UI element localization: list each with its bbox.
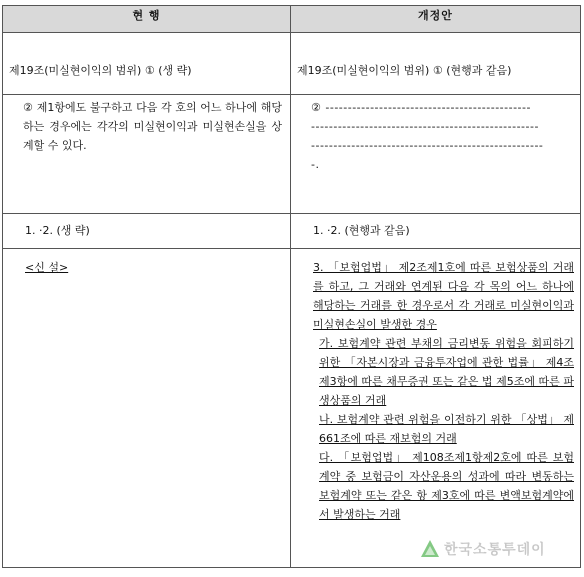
item-3-revised — [291, 249, 580, 524]
watermark — [420, 537, 580, 561]
row2-revised-cell — [291, 95, 581, 214]
article-19-current: 제19조(미실현이익의 범위) ① (생 략) — [9, 64, 192, 77]
header-revised: 개정안 — [291, 6, 581, 33]
row3-current-cell — [3, 214, 291, 249]
new-provision-label: <신 설> — [25, 261, 69, 274]
comparison-table — [2, 5, 581, 568]
row1-revised-cell — [291, 33, 581, 95]
header-current: 현 행 — [3, 6, 291, 33]
article-19-revised: 제19조(미실현이익의 범위) ① (현행과 같음) — [297, 64, 512, 77]
row4-current-cell — [3, 249, 291, 568]
green-triangle-logo-icon — [420, 539, 440, 559]
subitem-na: 나. 보험계약 관련 위험을 이전하기 위한 「상법」 제661조에 따른 재보험의 거래 — [319, 413, 574, 445]
row3-revised-cell — [291, 214, 581, 249]
items-1-2-current: 1. ·2. (생 략) — [25, 224, 90, 237]
dash-line-1: ---------------------------------------------- — [325, 101, 531, 114]
row4-revised-cell — [291, 249, 581, 568]
subitem-da: 다. 「보험업법」 제108조제1항제2호에 따른 보험계약 중 보험금이 자산운용의 성과에 따라 변동하는 보험계약 또는 같은 항 제3호에 따른 변액보험계약에서 발생하는 거래 — [319, 451, 574, 521]
paragraph-2-current: ② 제1항에도 불구하고 다음 각 호의 어느 하나에 해당하는 경우에는 각각의 미실현이익과 미실현손실을 상계할 수 있다. — [23, 101, 282, 152]
dash-line-2: --------------------------------------------------- — [311, 120, 539, 133]
watermark-text: 한국소통투데이 — [444, 542, 546, 558]
paragraph-2-revised — [291, 95, 580, 174]
row1-current-cell — [3, 33, 291, 95]
paragraph-2-marker: ② — [311, 101, 322, 114]
dash-line-3: ---------------------------------------------------- — [311, 139, 544, 152]
subitem-ga: 가. 보험계약 관련 부채의 금리변동 위험을 회피하기 위한 「자본시장과 금융투자업에 관한 법률」 제4조제3항에 따른 채무증권 또는 같은 법 제5조에 따른 파생상품의 거래 — [319, 337, 574, 407]
item-3-text: 3. 「보험업법」 제2조제1호에 따른 보험상품의 거래를 하고, 그 거래와 연계된 다음 각 목의 어느 하나에 해당하는 거래를 한 경우로서 각 거래로 미실현이익과 미실현손실이 발생한 경우 — [313, 261, 574, 331]
items-1-2-revised: 1. ·2. (현행과 같음) — [313, 224, 410, 237]
row2-current-cell — [3, 95, 291, 214]
dash-line-4: -. — [311, 158, 320, 171]
